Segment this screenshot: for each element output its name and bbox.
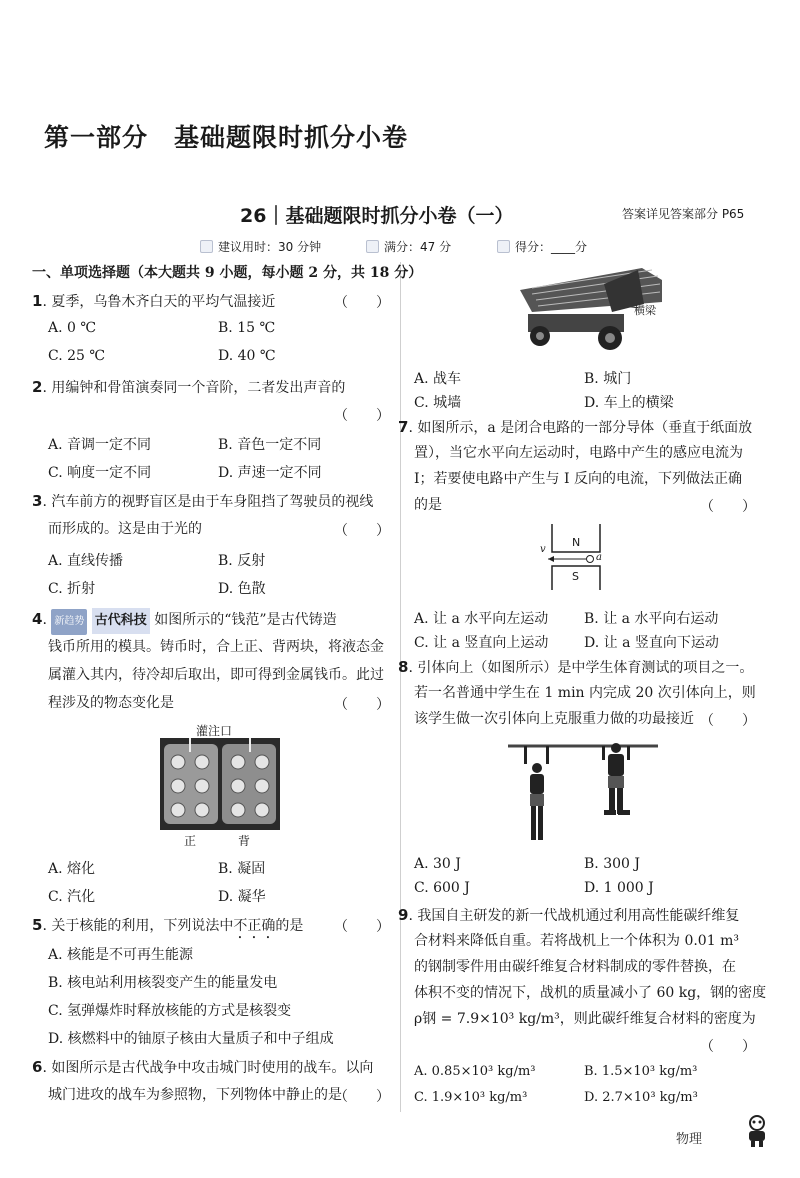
q1-option-a[interactable]: A. 0 ℃	[48, 320, 97, 336]
q5-option-a[interactable]: A. 核能是不可再生能源	[48, 947, 194, 963]
q8-text-3: 该学生做一次引体向上克服重力做的功最接近	[414, 711, 694, 727]
q5-stem	[32, 912, 303, 942]
q8-option-d[interactable]: D. 1 000 J	[584, 880, 654, 896]
q3-option-b[interactable]: B. 反射	[218, 553, 266, 569]
q7-figure-label-n: N	[572, 536, 581, 549]
q4-option-d[interactable]: D. 凝华	[218, 889, 266, 905]
q8-stem	[398, 654, 753, 681]
meta-get-text: 得分：____分	[515, 240, 588, 254]
q4-number: 4	[32, 610, 43, 628]
clock-icon	[200, 240, 213, 253]
q8-option-c[interactable]: C. 600 J	[414, 880, 470, 896]
q5-text-emphasis: 不正确	[233, 918, 276, 934]
q7-text-3: I；若要使电路中产生与 I 反向的电流，下列做法正确	[414, 471, 742, 487]
q5-answer-paren[interactable]: （ ）	[334, 919, 390, 935]
q3-option-d[interactable]: D. 色散	[218, 581, 266, 597]
q9-answer-paren[interactable]: （ ）	[700, 1039, 756, 1055]
mascot-logo-icon	[742, 1114, 772, 1148]
q2-number: 2	[32, 378, 43, 396]
q6-text-2: 城门进攻的战车为参照物，下列物体中静止的是	[48, 1087, 342, 1103]
q8-answer-paren[interactable]: （ ）	[700, 713, 756, 729]
column-divider	[400, 262, 401, 1112]
q5-option-c[interactable]: C. 氢弹爆炸时释放核能的方式是核裂变	[48, 1003, 292, 1019]
q7-answer-paren[interactable]: （ ）	[700, 499, 756, 515]
q3-stem	[32, 488, 373, 515]
q2-stem	[32, 374, 345, 401]
q6-stem	[32, 1054, 373, 1081]
q1-stem	[32, 288, 275, 315]
q9-text-1: . 我国自主研发的新一代战机通过利用高性能碳纤维复	[408, 908, 740, 924]
q5-text-c: 的是	[275, 918, 304, 934]
q3-text-1: . 汽车前方的视野盲区是由于车身阻挡了驾驶员的视线	[42, 494, 374, 510]
q9-stem	[398, 902, 739, 929]
q5-number: 5	[32, 916, 43, 934]
pull-up-image	[508, 738, 658, 846]
q7-figure-label-v: v	[540, 544, 546, 555]
answer-note: 答案详见答案部分 P65	[622, 207, 745, 221]
q4-option-a[interactable]: A. 熔化	[48, 861, 96, 877]
q6-figure-war-chariot	[512, 262, 672, 354]
q6-answer-paren[interactable]: （ ）	[334, 1089, 390, 1105]
meta-score	[366, 238, 451, 255]
q5-option-d[interactable]: D. 核燃料中的铀原子核由大量质子和中子组成	[48, 1031, 334, 1047]
q4-stem: 4. 新趋势 古代科技 如图所示的“钱范”是古代铸造	[32, 606, 337, 635]
q4-figure-label-front: 正	[184, 834, 197, 848]
q1-answer-paren[interactable]: （ ）	[334, 295, 390, 311]
q4-option-b[interactable]: B. 凝固	[218, 861, 266, 877]
q9-option-d[interactable]: D. 2.7×10³ kg/m³	[584, 1090, 698, 1105]
q9-number: 9	[398, 906, 409, 924]
q7-text-1: . 如图所示，a 是闭合电路的一部分导体（垂直于纸面放	[408, 420, 753, 436]
q6-option-d[interactable]: D. 车上的横梁	[584, 395, 674, 411]
q4-option-c[interactable]: C. 汽化	[48, 889, 96, 905]
q1-option-c[interactable]: C. 25 ℃	[48, 348, 106, 364]
q2-answer-paren[interactable]: （ ）	[334, 408, 390, 424]
q4-trend-tag: 新趋势	[51, 609, 87, 635]
q7-stem	[398, 414, 752, 441]
q6-option-a[interactable]: A. 战车	[414, 371, 462, 387]
q9-option-c[interactable]: C. 1.9×10³ kg/m³	[414, 1090, 528, 1105]
q9-text-3: 的钢制零件用由碳纤维复合材料制成的零件替换，在	[414, 959, 736, 975]
part-title-a: 第一部分	[44, 123, 149, 152]
q7-figure-label-s: S	[572, 570, 579, 583]
q8-number: 8	[398, 658, 409, 676]
q7-option-c[interactable]: C. 让 a 竖直向上运动	[414, 635, 549, 651]
q4-text-2: 钱币所用的模具。铸币时，合上正、背两块，将液态金	[48, 639, 384, 655]
q8-text-1: . 引体向上（如图所示）是中学生体育测试的项目之一。	[408, 660, 754, 676]
q1-option-d[interactable]: D. 40 ℃	[218, 348, 276, 364]
q9-text-2: 合材料来降低自重。若将战机上一个体积为 0.01 m³	[414, 933, 739, 949]
q6-figure-label-beam: 横梁	[634, 304, 656, 317]
meta-time	[200, 238, 321, 255]
q5-text-a: . 关于核能的利用，下列说法中	[42, 918, 234, 934]
part-title-b: 基础题限时抓分小卷	[174, 123, 409, 152]
q2-text: . 用编钟和骨笛演奏同一个音阶，二者发出声音的	[42, 380, 346, 396]
score-icon	[366, 240, 379, 253]
q3-option-c[interactable]: C. 折射	[48, 581, 96, 597]
q3-option-a[interactable]: A. 直线传播	[48, 553, 124, 569]
q7-option-a[interactable]: A. 让 a 水平向左运动	[414, 611, 549, 627]
q7-number: 7	[398, 418, 409, 436]
q7-figure-label-a: a	[596, 552, 602, 563]
q8-text-2: 若一名普通中学生在 1 min 内完成 20 次引体向上，则	[414, 685, 756, 701]
q4-keyword-tag: 古代科技	[92, 608, 150, 634]
q2-option-b[interactable]: B. 音色一定不同	[218, 437, 322, 453]
q4-figure-coin-mold	[160, 722, 280, 850]
meta-score-text: 满分：47 分	[384, 240, 452, 254]
q4-text-1: 如图所示的“钱范”是古代铸造	[154, 612, 337, 628]
q9-option-b[interactable]: B. 1.5×10³ kg/m³	[584, 1064, 698, 1079]
section-head: 一、单项选择题（本大题共 9 小题，每小题 2 分，共 18 分）	[32, 265, 423, 281]
q8-figure-pull-up	[508, 738, 658, 846]
q6-option-c[interactable]: C. 城墙	[414, 395, 462, 411]
q3-text-2: 而形成的。这是由于光的	[48, 521, 202, 537]
q1-option-b[interactable]: B. 15 ℃	[218, 320, 276, 336]
q2-option-d[interactable]: D. 声速一定不同	[218, 465, 322, 481]
q4-figure-label-top: 灌注口	[196, 724, 233, 738]
q1-number: 1	[32, 292, 43, 310]
q7-text-2: 置），当它水平向左运动时，电路中产生的感应电流为	[414, 445, 743, 461]
q8-option-b[interactable]: B. 300 J	[584, 856, 640, 872]
q2-option-c[interactable]: C. 响度一定不同	[48, 465, 152, 481]
part-title	[44, 118, 408, 154]
footer-subject: 物理	[676, 1132, 703, 1147]
q9-option-a[interactable]: A. 0.85×10³ kg/m³	[414, 1064, 536, 1079]
q1-text: . 夏季，乌鲁木齐白天的平均气温接近	[42, 294, 276, 310]
q9-text-5: ρ钢 = 7.9×10³ kg/m³，则此碳纤维复合材料的密度为	[414, 1011, 756, 1027]
q6-text-1: . 如图所示是古代战争中攻击城门时使用的战车。以向	[42, 1060, 374, 1076]
q7-text-4: 的是	[414, 497, 442, 513]
q6-option-b[interactable]: B. 城门	[584, 371, 632, 387]
q5-option-b[interactable]: B. 核电站利用核裂变产生的能量发电	[48, 975, 278, 991]
q9-text-4: 体积不变的情况下，战机的质量减小了 60 kg，钢的密度	[414, 985, 767, 1001]
meta-get	[497, 238, 587, 255]
q8-option-a[interactable]: A. 30 J	[414, 856, 461, 872]
q2-option-a[interactable]: A. 音调一定不同	[48, 437, 152, 453]
q4-text-3: 属灌入其内，待冷却后取出，即可得到金属钱币。此过	[48, 667, 384, 683]
q7-option-b[interactable]: B. 让 a 水平向右运动	[584, 611, 719, 627]
meta-time-text: 建议用时：30 分钟	[218, 240, 322, 254]
paper-title: 26｜基础题限时抓分小卷（一）	[240, 205, 514, 227]
q3-number: 3	[32, 492, 43, 510]
q4-answer-paren[interactable]: （ ）	[334, 697, 390, 713]
q7-figure-magnet	[540, 520, 610, 594]
q3-answer-paren[interactable]: （ ）	[334, 523, 390, 539]
coin-mold-image	[160, 738, 280, 830]
q6-number: 6	[32, 1058, 43, 1076]
q4-text-4: 程涉及的物态变化是	[48, 695, 174, 711]
q7-option-d[interactable]: D. 让 a 竖直向下运动	[584, 635, 719, 651]
q4-figure-label-back: 背	[238, 834, 251, 848]
pen-icon	[497, 240, 510, 253]
